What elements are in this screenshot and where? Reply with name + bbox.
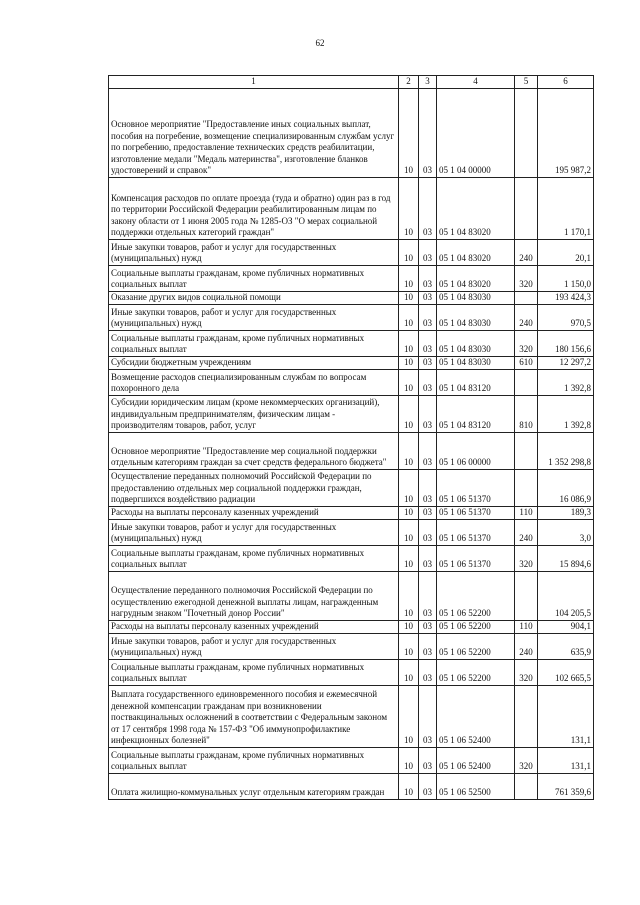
row-subsection-cell: 03 — [419, 304, 437, 330]
table-row — [109, 369, 594, 395]
row-code-cell: 05 1 04 83020 — [437, 177, 515, 239]
row-subsection-cell: 03 — [419, 88, 437, 177]
row-code-cell: 05 1 04 00000 — [437, 88, 515, 177]
row-name-cell: Осуществление переданного полномочия Российской Федерации по осуществлению ежегодной денежной выплаты лицам, награжденным нагрудным знаком "Почетный донор России" — [109, 571, 399, 620]
row-section-cell: 10 — [399, 239, 419, 265]
row-code-cell: 05 1 06 52200 — [437, 633, 515, 659]
row-name-cell: Иные закупки товаров, работ и услуг для государственных (муниципальных) нужд — [109, 239, 399, 265]
table-row — [109, 519, 594, 545]
row-section-cell: 10 — [399, 304, 419, 330]
row-type-cell: 110 — [515, 620, 538, 633]
header-row — [109, 76, 594, 89]
row-subsection-cell: 03 — [419, 395, 437, 432]
row-name-cell: Оплата жилищно-коммунальных услуг отдельным категориям граждан — [109, 773, 399, 799]
row-section-cell: 10 — [399, 330, 419, 356]
row-code-cell: 05 1 04 83120 — [437, 369, 515, 395]
row-code-cell: 05 1 06 52200 — [437, 659, 515, 685]
row-type-cell — [515, 291, 538, 304]
row-amount-cell: 635,9 — [538, 633, 594, 659]
row-code-cell: 05 1 04 83120 — [437, 395, 515, 432]
row-type-cell — [515, 469, 538, 506]
row-code-cell: 05 1 04 83030 — [437, 356, 515, 369]
row-section-cell: 10 — [399, 633, 419, 659]
row-subsection-cell: 03 — [419, 291, 437, 304]
row-code-cell: 05 1 06 52200 — [437, 620, 515, 633]
row-amount-cell: 131,1 — [538, 747, 594, 773]
row-type-cell — [515, 369, 538, 395]
table-row — [109, 304, 594, 330]
row-name-cell: Иные закупки товаров, работ и услуг для государственных (муниципальных) нужд — [109, 304, 399, 330]
row-name-cell: Оказание других видов социальной помощи — [109, 291, 399, 304]
header-cell: 6 — [538, 76, 594, 89]
row-subsection-cell: 03 — [419, 659, 437, 685]
table-row — [109, 356, 594, 369]
row-code-cell: 05 1 06 51370 — [437, 545, 515, 571]
row-name-cell: Осуществление переданных полномочий Российской Федерации по предоставлению отдельных мер социальной поддержки граждан, подвергшихся воздействию радиации — [109, 469, 399, 506]
table-row — [109, 239, 594, 265]
table-row — [109, 659, 594, 685]
row-type-cell — [515, 685, 538, 747]
table-row — [109, 747, 594, 773]
row-name-cell: Социальные выплаты гражданам, кроме публичных нормативных социальных выплат — [109, 545, 399, 571]
row-type-cell — [515, 432, 538, 469]
row-code-cell: 05 1 06 00000 — [437, 432, 515, 469]
row-amount-cell: 20,1 — [538, 239, 594, 265]
row-section-cell: 10 — [399, 432, 419, 469]
row-subsection-cell: 03 — [419, 747, 437, 773]
row-code-cell: 05 1 04 83030 — [437, 304, 515, 330]
row-amount-cell: 16 086,9 — [538, 469, 594, 506]
row-code-cell: 05 1 06 52500 — [437, 773, 515, 799]
row-name-cell: Возмещение расходов специализированным службам по вопросам похоронного дела — [109, 369, 399, 395]
header-cell: 1 — [109, 76, 399, 89]
row-name-cell: Социальные выплаты гражданам, кроме публичных нормативных социальных выплат — [109, 330, 399, 356]
row-code-cell: 05 1 06 51370 — [437, 469, 515, 506]
table-row — [109, 633, 594, 659]
row-amount-cell: 1 170,1 — [538, 177, 594, 239]
header-cell: 2 — [399, 76, 419, 89]
header-cell: 4 — [437, 76, 515, 89]
row-section-cell: 10 — [399, 685, 419, 747]
table-row — [109, 177, 594, 239]
row-section-cell: 10 — [399, 291, 419, 304]
row-type-cell: 320 — [515, 747, 538, 773]
row-amount-cell: 1 392,8 — [538, 369, 594, 395]
row-type-cell: 320 — [515, 330, 538, 356]
row-code-cell: 05 1 04 83020 — [437, 265, 515, 291]
row-subsection-cell: 03 — [419, 177, 437, 239]
row-code-cell: 05 1 06 52200 — [437, 571, 515, 620]
row-type-cell — [515, 571, 538, 620]
row-subsection-cell: 03 — [419, 356, 437, 369]
table-row — [109, 432, 594, 469]
row-code-cell: 05 1 04 83020 — [437, 239, 515, 265]
row-type-cell — [515, 177, 538, 239]
row-name-cell: Иные закупки товаров, работ и услуг для государственных (муниципальных) нужд — [109, 633, 399, 659]
row-code-cell: 05 1 06 51370 — [437, 506, 515, 519]
header-cell: 5 — [515, 76, 538, 89]
table-row — [109, 330, 594, 356]
row-name-cell: Расходы на выплаты персоналу казенных учреждений — [109, 506, 399, 519]
row-subsection-cell: 03 — [419, 633, 437, 659]
row-amount-cell: 761 359,6 — [538, 773, 594, 799]
row-amount-cell: 15 894,6 — [538, 545, 594, 571]
row-name-cell: Социальные выплаты гражданам, кроме публичных нормативных социальных выплат — [109, 747, 399, 773]
table-row — [109, 88, 594, 177]
row-type-cell — [515, 88, 538, 177]
row-subsection-cell: 03 — [419, 469, 437, 506]
table-row — [109, 773, 594, 799]
row-subsection-cell: 03 — [419, 369, 437, 395]
table-row — [109, 620, 594, 633]
row-name-cell: Компенсация расходов по оплате проезда (туда и обратно) один раз в год по территории Российской Федерации реабилитированным лицам по закону области от 1 июня 2005 года № 1285-ОЗ "О мерах социальной поддержки отдельных категорий граждан" — [109, 177, 399, 239]
table-row — [109, 265, 594, 291]
row-subsection-cell: 03 — [419, 432, 437, 469]
row-subsection-cell: 03 — [419, 239, 437, 265]
row-type-cell: 610 — [515, 356, 538, 369]
row-name-cell: Социальные выплаты гражданам, кроме публичных нормативных социальных выплат — [109, 659, 399, 685]
table-row — [109, 571, 594, 620]
table-row — [109, 506, 594, 519]
row-section-cell: 10 — [399, 659, 419, 685]
row-type-cell: 810 — [515, 395, 538, 432]
row-amount-cell: 193 424,3 — [538, 291, 594, 304]
row-name-cell: Субсидии юридическим лицам (кроме некоммерческих организаций), индивидуальным предпринимателям, физическим лицам - производителям товаров, работ, услуг — [109, 395, 399, 432]
row-name-cell: Расходы на выплаты персоналу казенных учреждений — [109, 620, 399, 633]
row-code-cell: 05 1 06 51370 — [437, 519, 515, 545]
row-section-cell: 10 — [399, 265, 419, 291]
row-amount-cell: 102 665,5 — [538, 659, 594, 685]
table-row — [109, 685, 594, 747]
row-type-cell: 240 — [515, 239, 538, 265]
row-section-cell: 10 — [399, 519, 419, 545]
row-amount-cell: 195 987,2 — [538, 88, 594, 177]
row-section-cell: 10 — [399, 506, 419, 519]
row-subsection-cell: 03 — [419, 506, 437, 519]
row-type-cell: 320 — [515, 545, 538, 571]
header-cell: 3 — [419, 76, 437, 89]
row-subsection-cell: 03 — [419, 265, 437, 291]
row-subsection-cell: 03 — [419, 620, 437, 633]
row-name-cell: Основное мероприятие "Предоставление мер социальной поддержки отдельным категориям граждан за счет средств федерального бюджета" — [109, 432, 399, 469]
table-row — [109, 291, 594, 304]
row-section-cell: 10 — [399, 369, 419, 395]
row-section-cell: 10 — [399, 773, 419, 799]
row-type-cell: 320 — [515, 265, 538, 291]
row-amount-cell: 1 392,8 — [538, 395, 594, 432]
row-name-cell: Субсидии бюджетным учреждениям — [109, 356, 399, 369]
row-section-cell: 10 — [399, 88, 419, 177]
page-number: 62 — [315, 38, 325, 48]
row-amount-cell: 1 352 298,8 — [538, 432, 594, 469]
row-section-cell: 10 — [399, 177, 419, 239]
row-subsection-cell: 03 — [419, 773, 437, 799]
row-code-cell: 05 1 04 83030 — [437, 291, 515, 304]
table-row — [109, 545, 594, 571]
row-amount-cell: 904,1 — [538, 620, 594, 633]
row-section-cell: 10 — [399, 620, 419, 633]
table-row — [109, 469, 594, 506]
row-type-cell: 240 — [515, 304, 538, 330]
row-subsection-cell: 03 — [419, 545, 437, 571]
row-name-cell: Основное мероприятие "Предоставление иных социальных выплат, пособия на погребение, возмещение специализированным службам услуг по погребению, предоставление технических средств реабилитации, изготовление медали "Медаль материнства", изготовление бланков удостоверений и справок" — [109, 88, 399, 177]
row-subsection-cell: 03 — [419, 519, 437, 545]
row-subsection-cell: 03 — [419, 330, 437, 356]
row-subsection-cell: 03 — [419, 685, 437, 747]
row-section-cell: 10 — [399, 356, 419, 369]
row-name-cell: Выплата государственного единовременного пособия и ежемесячной денежной компенсации гражданам при возникновении поствакцинальных осложнений в соответствии с Федеральным законом от 17 сентября 1998 года № 157-ФЗ "Об иммунопрофилактике инфекционных болезней" — [109, 685, 399, 747]
row-type-cell: 110 — [515, 506, 538, 519]
row-amount-cell: 180 156,6 — [538, 330, 594, 356]
row-amount-cell: 1 150,0 — [538, 265, 594, 291]
row-amount-cell: 3,0 — [538, 519, 594, 545]
row-type-cell: 320 — [515, 659, 538, 685]
row-type-cell — [515, 773, 538, 799]
budget-table — [108, 75, 594, 800]
row-name-cell: Иные закупки товаров, работ и услуг для государственных (муниципальных) нужд — [109, 519, 399, 545]
row-amount-cell: 131,1 — [538, 685, 594, 747]
row-name-cell: Социальные выплаты гражданам, кроме публичных нормативных социальных выплат — [109, 265, 399, 291]
row-type-cell: 240 — [515, 633, 538, 659]
row-subsection-cell: 03 — [419, 571, 437, 620]
table-row — [109, 395, 594, 432]
row-code-cell: 05 1 04 83030 — [437, 330, 515, 356]
row-amount-cell: 970,5 — [538, 304, 594, 330]
row-type-cell: 240 — [515, 519, 538, 545]
row-amount-cell: 189,3 — [538, 506, 594, 519]
row-section-cell: 10 — [399, 395, 419, 432]
row-section-cell: 10 — [399, 571, 419, 620]
row-amount-cell: 12 297,2 — [538, 356, 594, 369]
row-section-cell: 10 — [399, 747, 419, 773]
row-section-cell: 10 — [399, 469, 419, 506]
row-code-cell: 05 1 06 52400 — [437, 685, 515, 747]
row-section-cell: 10 — [399, 545, 419, 571]
row-amount-cell: 104 205,5 — [538, 571, 594, 620]
row-code-cell: 05 1 06 52400 — [437, 747, 515, 773]
